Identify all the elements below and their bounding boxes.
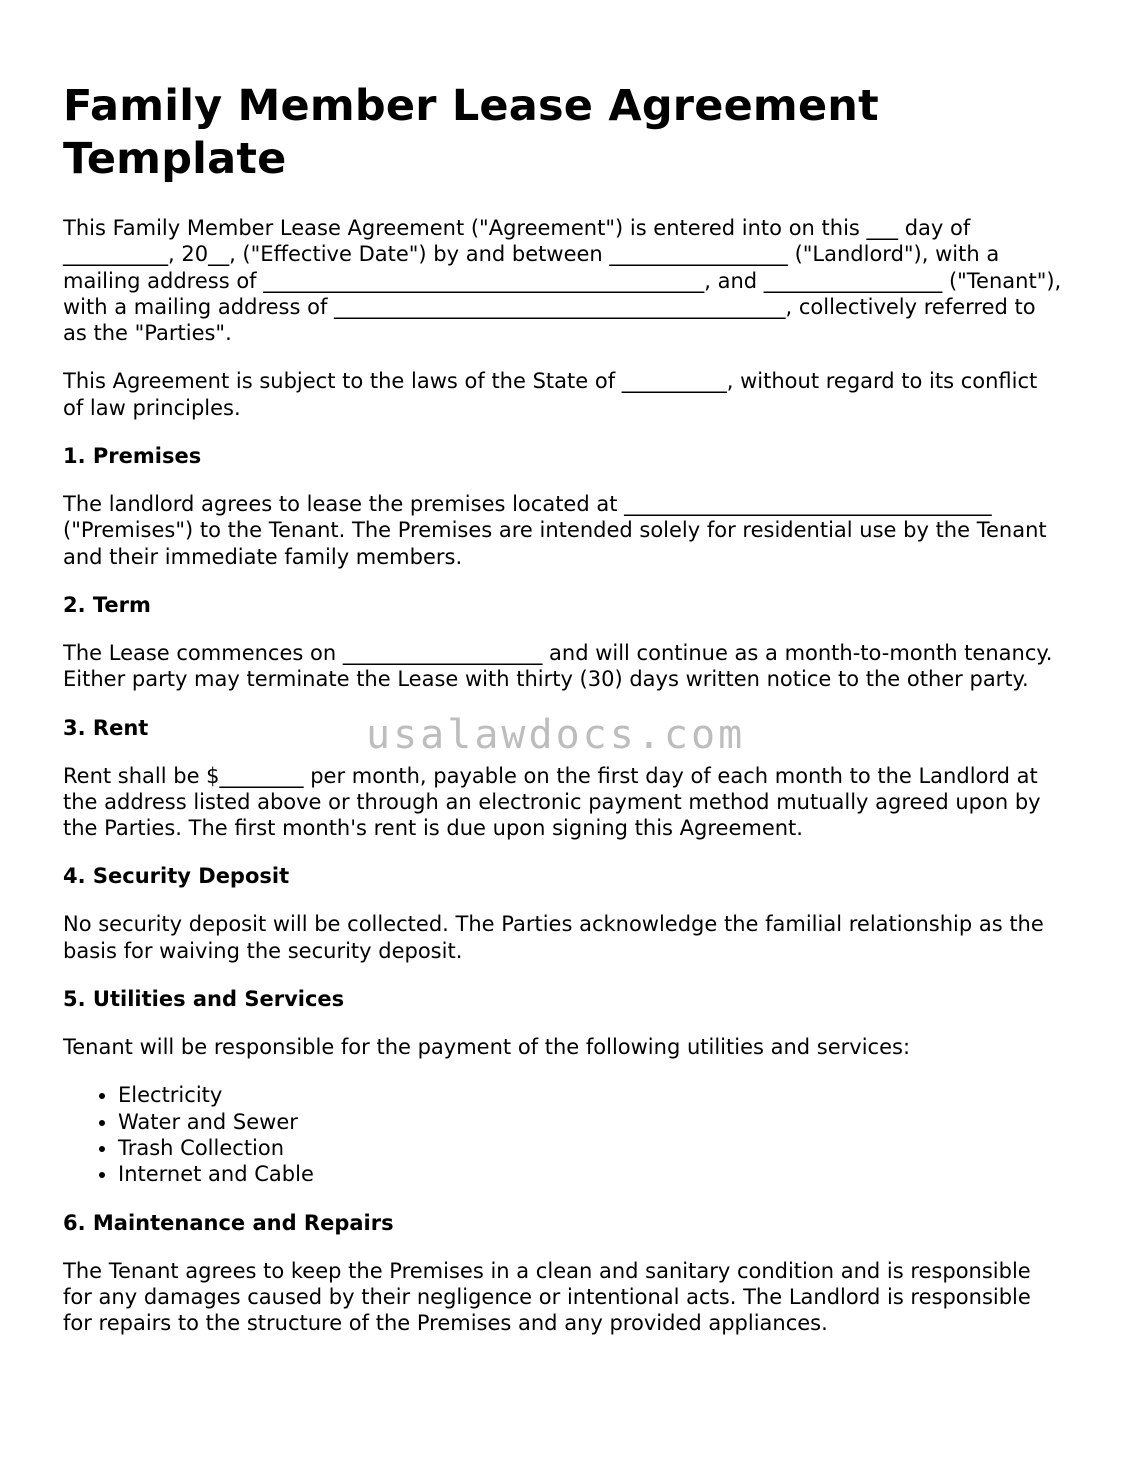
section-body-deposit: No security deposit will be collected. The Parties acknowledge the familial relationship as the basis for waiving the security deposit. — [63, 912, 1044, 963]
list-item: • Trash Collection — [118, 1135, 1063, 1161]
section-body-term: The Lease commences on ___________________ and will continue as a month-to-month tenancy. Either party may terminate the Lease with thirty (30) days written notice to the other party. — [63, 640, 1053, 692]
section-heading-utilities: 5. Utilities and Services — [63, 987, 345, 1012]
intro-paragraph: This Family Member Lease Agreement ("Agreement") is entered into on this ___ day of __________, 20__, ("Effective Date") by and between _________________ ("Landlord"), with a mailing address of __________________________________________, and _________________ ("Tenant"), with a mailing address of ___________________________________________, collectively referred to as the "Parties". — [63, 216, 1062, 346]
section-body-utilities: Tenant will be responsible for the payment of the following utilities and services: — [63, 1035, 911, 1060]
utilities-list — [63, 1082, 1063, 1187]
list-item: • Internet and Cable — [118, 1161, 1063, 1187]
governing-law-paragraph: This Agreement is subject to the laws of the State of __________, without regard to its conflict of law principles. — [63, 369, 1038, 420]
section-heading-term: 2. Term — [63, 592, 151, 617]
section-heading-deposit: 4. Security Deposit — [63, 864, 290, 889]
watermark: usalawdocs.com — [366, 712, 746, 758]
list-item: • Water and Sewer — [118, 1109, 1063, 1135]
section-body-maintenance: The Tenant agrees to keep the Premises in a clean and sanitary condition and is responsible for any damages caused by their negligence or intentional acts. The Landlord is responsible for repairs to the structure of the Premises and any provided appliances. — [63, 1258, 1031, 1336]
section-body-rent: Rent shall be $________ per month, payable on the first day of each month to the Landlord at the address listed above or through an electronic payment method mutually agreed upon by the Parties. The first month's rent is due upon signing this Agreement. — [63, 763, 1041, 841]
document-title: Family Member Lease Agreement Template — [63, 81, 879, 184]
section-heading-premises: 1. Premises — [63, 444, 202, 469]
list-item: • Electricity — [118, 1082, 1063, 1108]
section-body-premises: The landlord agrees to lease the premises located at ___________________________________ ("Premises") to the Tenant. The Premises are intended solely for residential use by the Tenant and their immediate family members. — [63, 492, 1047, 569]
section-heading-rent: 3. Rent — [63, 715, 149, 740]
section-heading-maintenance: 6. Maintenance and Repairs — [63, 1210, 394, 1235]
